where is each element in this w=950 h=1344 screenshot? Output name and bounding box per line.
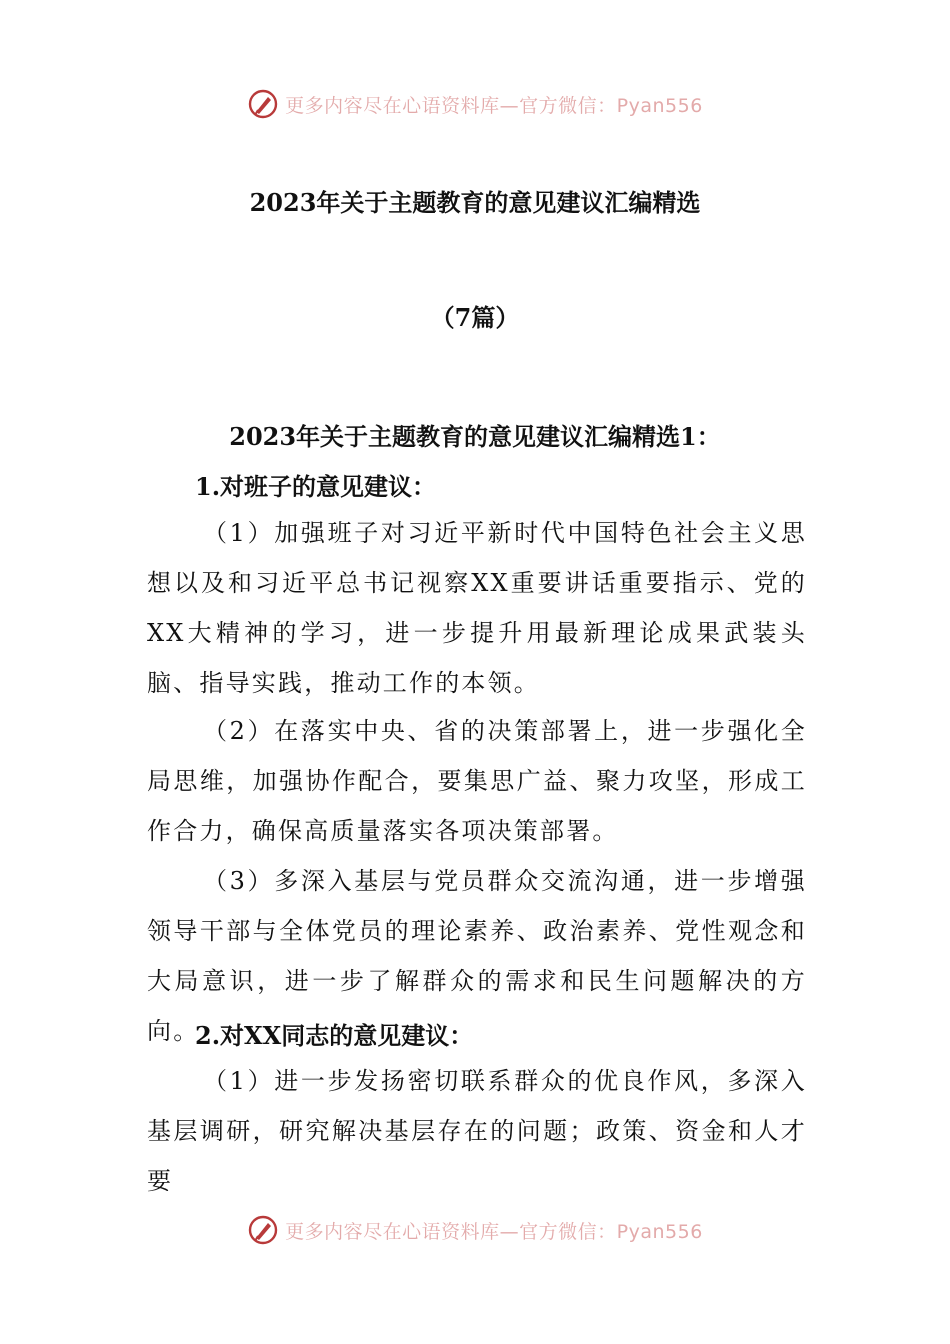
document-title: 2023年关于主题教育的意见建议汇编精选 [249,188,701,217]
heading-comrade-suggestions: 2.对XX同志的意见建议： [195,1021,474,1050]
watermark-text: 更多内容尽在心语资料库—官方微信：Pyan556 [285,1220,703,1243]
quill-logo-icon [247,88,279,120]
quill-logo-icon [247,1214,279,1246]
document-count: （7篇） [430,303,520,332]
heading-team-suggestions: 1.对班子的意见建议： [195,472,437,501]
paragraph: （1）加强班子对习近平新时代中国特色社会主义思想以及和习近平总书记视察XX重要讲话重要指示、党的XX大精神的学习，进一步提升用最新理论成果武装头脑、指导实践，推动工作的本领。 [147,519,807,697]
watermark-footer [0,1210,950,1250]
paragraph: （2）在落实中央、省的决策部署上，进一步强化全局思维，加强协作配合，要集思广益、聚力攻坚，形成工作合力，确保高质量落实各项决策部署。 [147,717,807,845]
paragraph: （1）进一步发扬密切联系群众的优良作风，多深入基层调研，研究解决基层存在的问题；政策、资金和人才要 [147,1067,807,1195]
paragraph: （3）多深入基层与党员群众交流沟通，进一步增强领导干部与全体党员的理论素养、政治素养、党性观念和大局意识，进一步了解群众的需求和民生问题解决的方向。 [147,867,807,1045]
watermark-header [0,84,950,124]
section-title: 2023年关于主题教育的意见建议汇编精选1： [229,422,721,451]
watermark-text: 更多内容尽在心语资料库—官方微信：Pyan556 [285,94,703,117]
